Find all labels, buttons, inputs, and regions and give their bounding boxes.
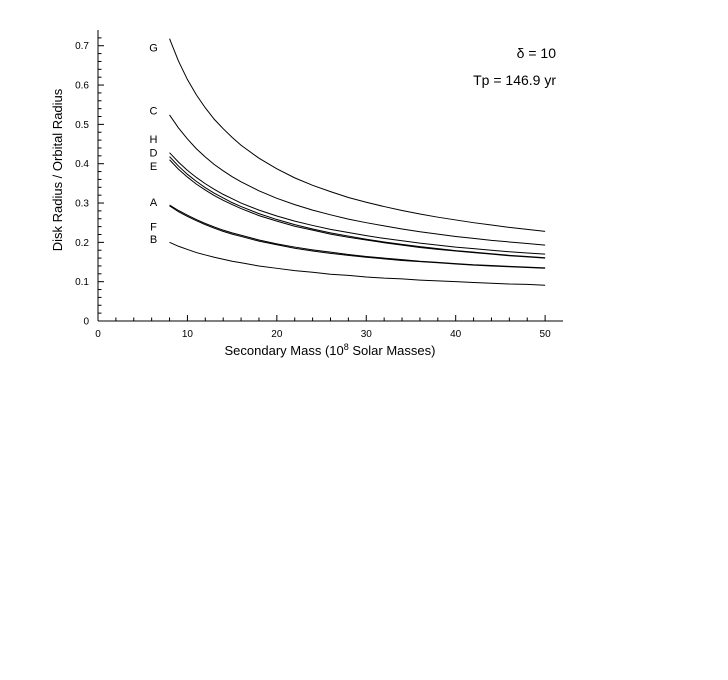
period-annotation: Tp = 146.9 yr <box>473 72 556 88</box>
y-tick-label: 0.2 <box>75 237 89 249</box>
y-tick-label: 0.4 <box>75 159 89 171</box>
curve-label-C: C <box>149 105 158 118</box>
x-tick-label: 20 <box>271 329 283 340</box>
curve-label-E: E <box>149 161 158 174</box>
x-tick-label: 10 <box>181 329 193 340</box>
curve-label-A: A <box>149 197 158 210</box>
x-tick-label: 0 <box>95 329 101 340</box>
curve-label-B: B <box>149 233 158 246</box>
curve-label-F: F <box>150 221 157 234</box>
y-tick-label: 0.5 <box>75 119 89 131</box>
x-tick-label: 30 <box>360 329 372 340</box>
y-tick-label: 0 <box>83 316 89 328</box>
curve-label-H: H <box>149 133 158 146</box>
y-tick-label: 0.3 <box>75 198 89 210</box>
x-tick-label: 40 <box>450 329 462 340</box>
delta-annotation: δ = 10 <box>516 45 556 61</box>
curve-label-G: G <box>149 42 158 55</box>
curve-label-D: D <box>149 147 158 160</box>
x-tick-label: 50 <box>539 329 551 340</box>
x-axis-label: Secondary Mass ($10^8$ Solar Masses) <box>224 342 436 358</box>
y-axis-label: Disk Radius / Orbital Radius <box>50 88 65 252</box>
y-tick-label: 0.6 <box>75 80 89 92</box>
y-tick-label: 0.1 <box>75 277 89 289</box>
y-tick-label: 0.7 <box>75 41 89 53</box>
